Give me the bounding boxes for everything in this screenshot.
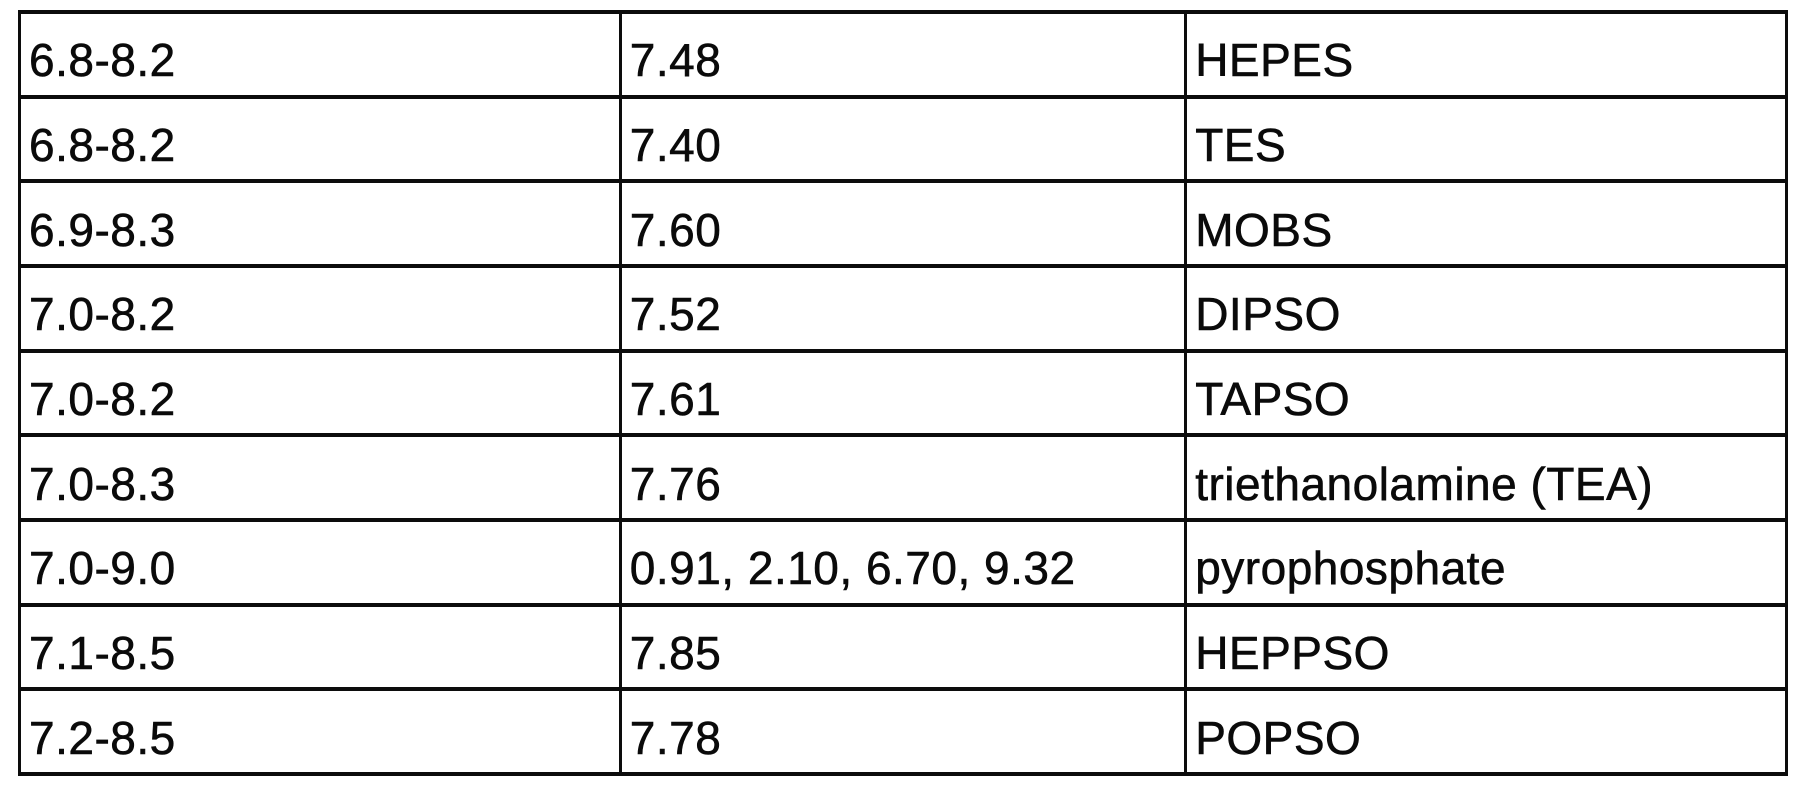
cell-ph-range: 6.9-8.3 bbox=[20, 181, 621, 266]
cell-pka: 0.91, 2.10, 6.70, 9.32 bbox=[620, 520, 1185, 605]
cell-buffer-name: triethanolamine (TEA) bbox=[1186, 435, 1787, 520]
cell-ph-range: 7.0-8.2 bbox=[20, 351, 621, 436]
cell-buffer-name: HEPES bbox=[1186, 12, 1787, 97]
table-row bbox=[20, 97, 1787, 182]
table-row bbox=[20, 351, 1787, 436]
cell-ph-range: 7.0-8.3 bbox=[20, 435, 621, 520]
buffer-table bbox=[18, 10, 1788, 776]
cell-ph-range: 7.1-8.5 bbox=[20, 605, 621, 690]
cell-buffer-name: POPSO bbox=[1186, 689, 1787, 774]
table-row bbox=[20, 689, 1787, 774]
cell-pka: 7.85 bbox=[620, 605, 1185, 690]
cell-ph-range: 7.2-8.5 bbox=[20, 689, 621, 774]
table-row bbox=[20, 181, 1787, 266]
cell-buffer-name: HEPPSO bbox=[1186, 605, 1787, 690]
table-row bbox=[20, 520, 1787, 605]
cell-buffer-name: DIPSO bbox=[1186, 266, 1787, 351]
cell-ph-range: 7.0-8.2 bbox=[20, 266, 621, 351]
cell-pka: 7.78 bbox=[620, 689, 1185, 774]
cell-ph-range: 6.8-8.2 bbox=[20, 12, 621, 97]
table-row bbox=[20, 266, 1787, 351]
cell-buffer-name: MOBS bbox=[1186, 181, 1787, 266]
cell-pka: 7.76 bbox=[620, 435, 1185, 520]
cell-pka: 7.60 bbox=[620, 181, 1185, 266]
cell-pka: 7.48 bbox=[620, 12, 1185, 97]
cell-buffer-name: TAPSO bbox=[1186, 351, 1787, 436]
cell-ph-range: 7.0-9.0 bbox=[20, 520, 621, 605]
cell-ph-range: 6.8-8.2 bbox=[20, 97, 621, 182]
table-row bbox=[20, 605, 1787, 690]
table-row bbox=[20, 435, 1787, 520]
cell-buffer-name: pyrophosphate bbox=[1186, 520, 1787, 605]
table-row bbox=[20, 12, 1787, 97]
cell-pka: 7.61 bbox=[620, 351, 1185, 436]
buffer-table-body bbox=[20, 12, 1787, 774]
cell-pka: 7.40 bbox=[620, 97, 1185, 182]
cell-buffer-name: TES bbox=[1186, 97, 1787, 182]
cell-pka: 7.52 bbox=[620, 266, 1185, 351]
